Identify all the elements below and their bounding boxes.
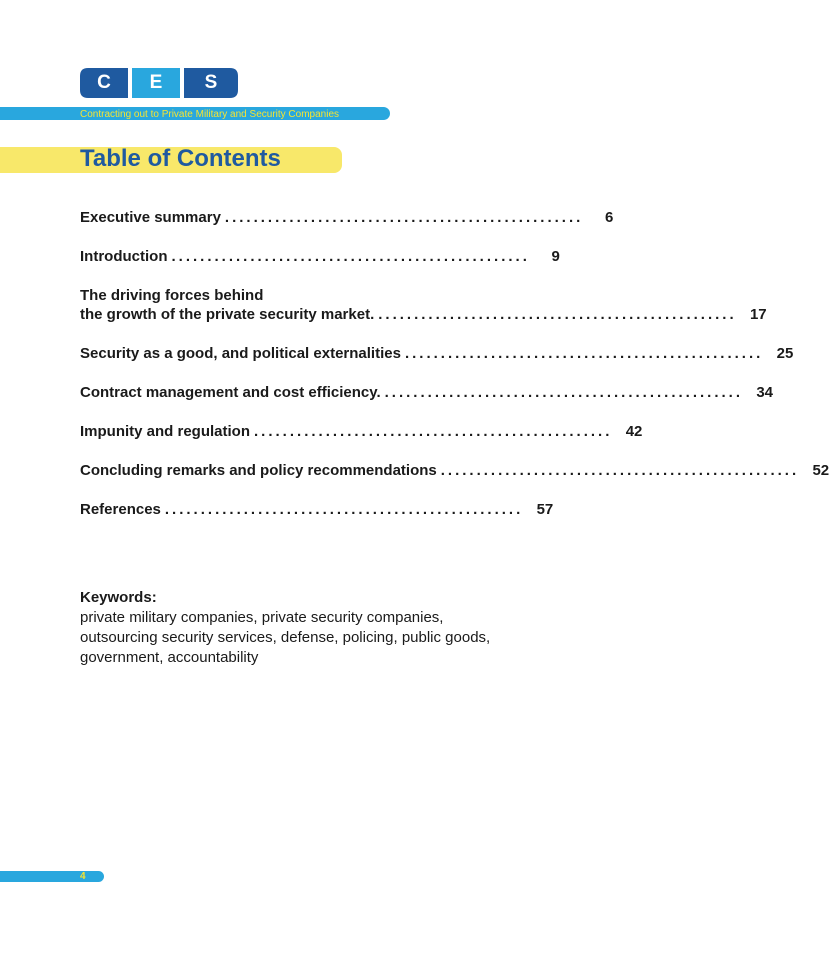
toc-label-line-1: The driving forces behind xyxy=(80,287,264,304)
toc-leader-dots: .................................................. xyxy=(384,384,744,401)
document-subtitle: Contracting out to Private Military and Security Companies xyxy=(80,109,340,120)
toc-entry-security-as-a-good[interactable] xyxy=(80,344,794,363)
toc-page-number: 9 xyxy=(551,248,560,265)
toc-leader-dots: .................................................. xyxy=(171,248,530,265)
ces-logo xyxy=(80,68,238,98)
page-number: 4 xyxy=(80,871,86,882)
toc-page-number: 17 xyxy=(749,306,767,323)
logo-letter-s: S xyxy=(204,72,218,93)
toc-leader-dots: .................................................. xyxy=(404,345,764,362)
toc-entry-impunity-and-regulation[interactable] xyxy=(80,422,643,441)
toc-label: Impunity and regulation xyxy=(80,423,251,440)
toc-page-number: 34 xyxy=(756,384,774,401)
logo-letter-e: E xyxy=(149,72,163,93)
toc-label: Security as a good, and political externalities xyxy=(80,345,401,362)
toc-page-number: 52 xyxy=(812,462,829,479)
toc-page-number: 57 xyxy=(536,501,554,518)
toc-label: References xyxy=(80,501,161,518)
toc-page-number: 25 xyxy=(776,345,794,362)
toc-label: Executive summary xyxy=(80,209,221,226)
toc-label-line-2: the growth of the private security market. xyxy=(80,306,375,323)
toc-leader-dots: .................................................. xyxy=(440,462,800,479)
toc-entry-driving-forces[interactable] xyxy=(80,286,767,324)
toc-leader-dots: .................................................. xyxy=(254,423,613,440)
toc-entry-contract-management[interactable] xyxy=(80,383,774,402)
toc-entry-concluding-remarks[interactable] xyxy=(80,461,829,480)
toc-label: Concluding remarks and policy recommendations xyxy=(80,462,437,479)
page-title: Table of Contents xyxy=(80,145,281,172)
table-of-contents xyxy=(80,208,829,539)
toc-entry-references[interactable] xyxy=(80,500,554,519)
keywords-text: private military companies, private security companies, outsourcing security services, defense, policing, public goods, government, accountability xyxy=(80,609,491,666)
toc-page-number: 42 xyxy=(625,423,643,440)
toc-page-number: 6 xyxy=(604,209,614,226)
logo-letter-c: C xyxy=(97,72,111,93)
keywords-section xyxy=(80,588,520,668)
toc-label: Introduction xyxy=(80,248,168,265)
toc-entry-introduction[interactable] xyxy=(80,247,560,266)
toc-leader-dots: .................................................. xyxy=(224,209,584,226)
keywords-heading: Keywords: xyxy=(80,589,157,606)
toc-label: Contract management and cost efficiency. xyxy=(80,384,381,401)
page-number-bar xyxy=(0,871,104,882)
toc-leader-dots: .................................................. xyxy=(378,306,737,323)
toc-leader-dots: .................................................. xyxy=(164,501,524,518)
toc-entry-executive-summary[interactable] xyxy=(80,208,614,227)
